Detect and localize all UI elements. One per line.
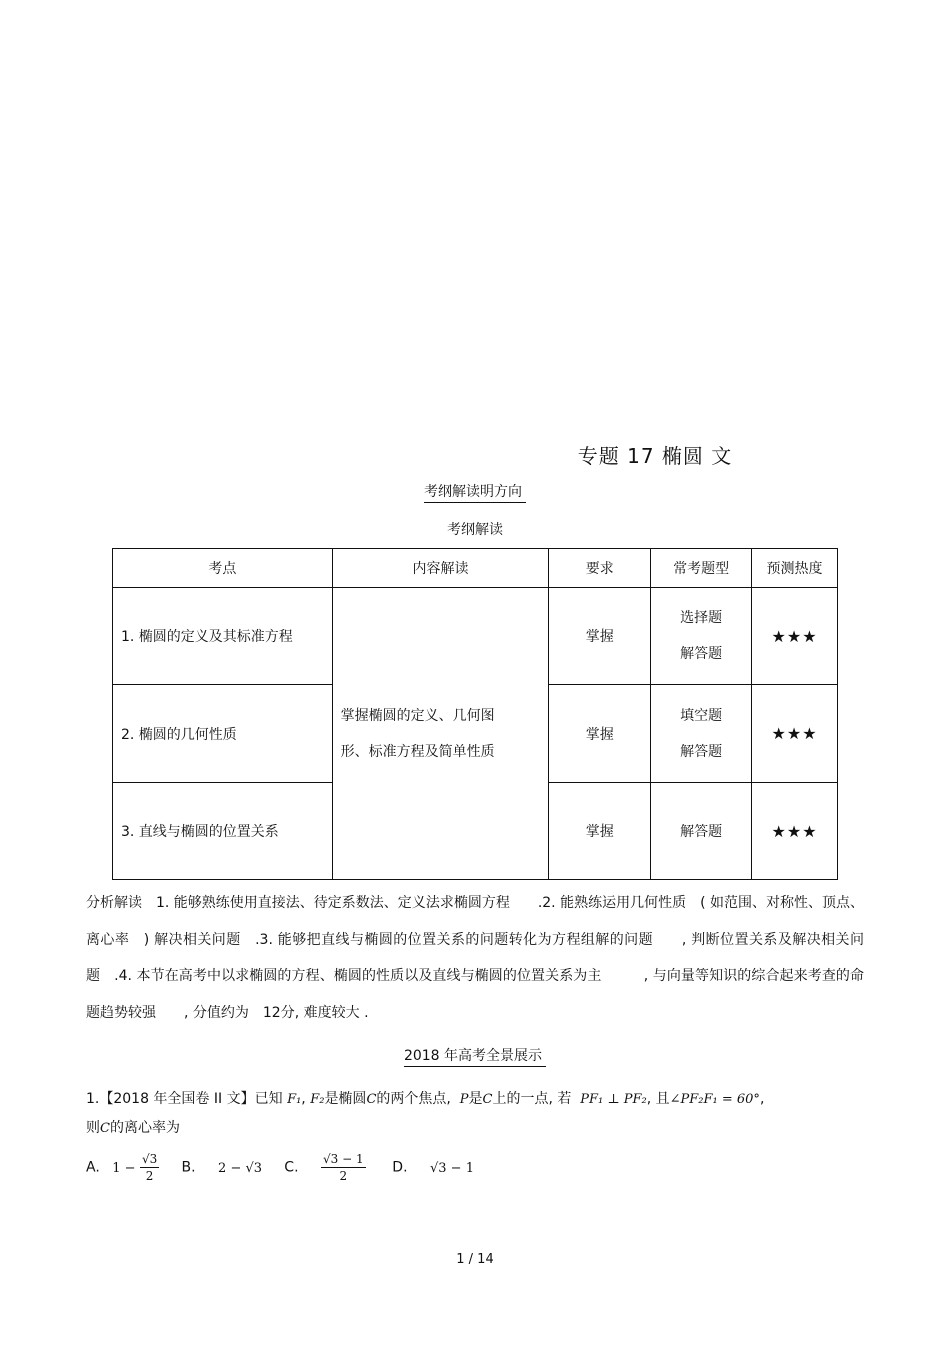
requirement-cell: 掌握 xyxy=(549,685,651,783)
section-subheading: 考纲解读 xyxy=(447,522,503,538)
table-header-row xyxy=(113,549,838,588)
option-b-label: B. xyxy=(181,1159,196,1176)
section-heading-outline-text: 考纲解读明方向 xyxy=(424,484,526,503)
option-a-fraction xyxy=(140,1151,159,1184)
question-type-cell xyxy=(651,588,752,685)
stem-text: 的离心率为 xyxy=(109,1120,180,1136)
question-1 xyxy=(86,1085,866,1184)
focus-f1: F₁ xyxy=(287,1092,302,1107)
question-prefix: 1.【2018 年全国卷 II 文】已知 xyxy=(86,1091,283,1107)
option-d-value: √3 − 1 xyxy=(429,1160,474,1176)
question-type: 填空题 xyxy=(680,707,723,724)
condition-perpendicular: PF₁ ⊥ PF₂ xyxy=(580,1092,647,1107)
syllabus-table xyxy=(112,548,838,880)
stem-text: , xyxy=(759,1091,765,1107)
option-c-denominator: 2 xyxy=(339,1169,348,1183)
stem-text: 是椭圆 xyxy=(324,1091,367,1107)
table-header-cell: 常考题型 xyxy=(651,549,752,588)
heat-rating: ★★★ xyxy=(752,588,838,685)
analysis-paragraph: 分析解读 1. 能够熟练使用直接法、待定系数法、定义法求椭圆方程 .2. 能熟练运用几何性质 ( 如范围、对称性、顶点、离心率 ) 解决相关问题 .3. 能够把直线与椭圆的位置关系的问题转化为方程组解的问题 , 判断位置关系及解决相关问题 .4. 本节在高考中以求椭圆的方程、椭圆的性质以及直线与椭圆的位置关系为主 , 与向量等知识的综合起来考查的命题趋势较强 , 分值约为 12分, 难度较大 . xyxy=(86,895,864,1021)
section-heading-exams xyxy=(0,1045,950,1065)
question-stem-line1 xyxy=(86,1085,866,1114)
stem-text: 的两个焦点, xyxy=(376,1091,451,1107)
point-p: P xyxy=(459,1092,469,1107)
ellipse-c: C xyxy=(100,1121,110,1136)
question-type: 解答题 xyxy=(680,646,723,662)
option-d-label: D. xyxy=(392,1159,408,1176)
separator: , xyxy=(301,1091,306,1107)
stem-text: 上的一点, 若 xyxy=(492,1091,572,1107)
option-c-label: C. xyxy=(284,1159,299,1176)
content-cell xyxy=(332,588,549,880)
question-type-cell xyxy=(651,685,752,783)
option-a-denominator: 2 xyxy=(145,1169,154,1183)
stem-text: , 且 xyxy=(646,1091,670,1107)
ellipse-c: C xyxy=(366,1092,377,1107)
table-header-cell: 考点 xyxy=(113,549,333,588)
section-heading-exams-text: 2018 年高考全景展示 xyxy=(404,1048,546,1067)
question-type: 解答题 xyxy=(680,743,723,760)
option-c-fraction xyxy=(321,1151,366,1184)
option-c-numerator: √3 − 1 xyxy=(322,1152,364,1166)
content-line: 形、标准方程及简单性质 xyxy=(340,743,495,760)
stem-text: 是 xyxy=(468,1091,483,1107)
content-line: 掌握椭圆的定义、几何图 xyxy=(340,707,495,724)
table-header-cell: 内容解读 xyxy=(332,549,549,588)
option-a-label: A. xyxy=(86,1159,100,1176)
option-a-numerator: √3 xyxy=(141,1152,158,1166)
requirement-cell: 掌握 xyxy=(549,783,651,880)
table-header-cell: 预测热度 xyxy=(752,549,838,588)
section-heading-outline xyxy=(0,481,950,501)
heat-rating: ★★★ xyxy=(752,783,838,880)
exam-point-cell: 3. 直线与椭圆的位置关系 xyxy=(113,783,333,880)
stem-text: 则 xyxy=(86,1120,100,1136)
question-type-cell: 解答题 xyxy=(651,783,752,880)
option-a-prefix: 1 − xyxy=(112,1160,136,1176)
heat-rating: ★★★ xyxy=(752,685,838,783)
question-type: 选择题 xyxy=(680,610,723,626)
ellipse-c: C xyxy=(482,1092,493,1107)
answer-options xyxy=(86,1151,866,1184)
page-title: 专题 17 椭圆 文 xyxy=(577,444,733,468)
exam-point-cell: 1. 椭圆的定义及其标准方程 xyxy=(113,588,333,685)
requirement-cell: 掌握 xyxy=(549,588,651,685)
table-row xyxy=(113,588,838,685)
table-header-cell: 要求 xyxy=(549,549,651,588)
condition-angle: ∠PF₂F₁ = 60° xyxy=(669,1092,760,1107)
question-stem-line2 xyxy=(86,1114,866,1143)
exam-point-cell: 2. 椭圆的几何性质 xyxy=(113,685,333,783)
option-b-value: 2 − √3 xyxy=(218,1160,263,1176)
focus-f2: F₂ xyxy=(310,1092,325,1107)
page-number: 1 / 14 xyxy=(456,1252,494,1267)
